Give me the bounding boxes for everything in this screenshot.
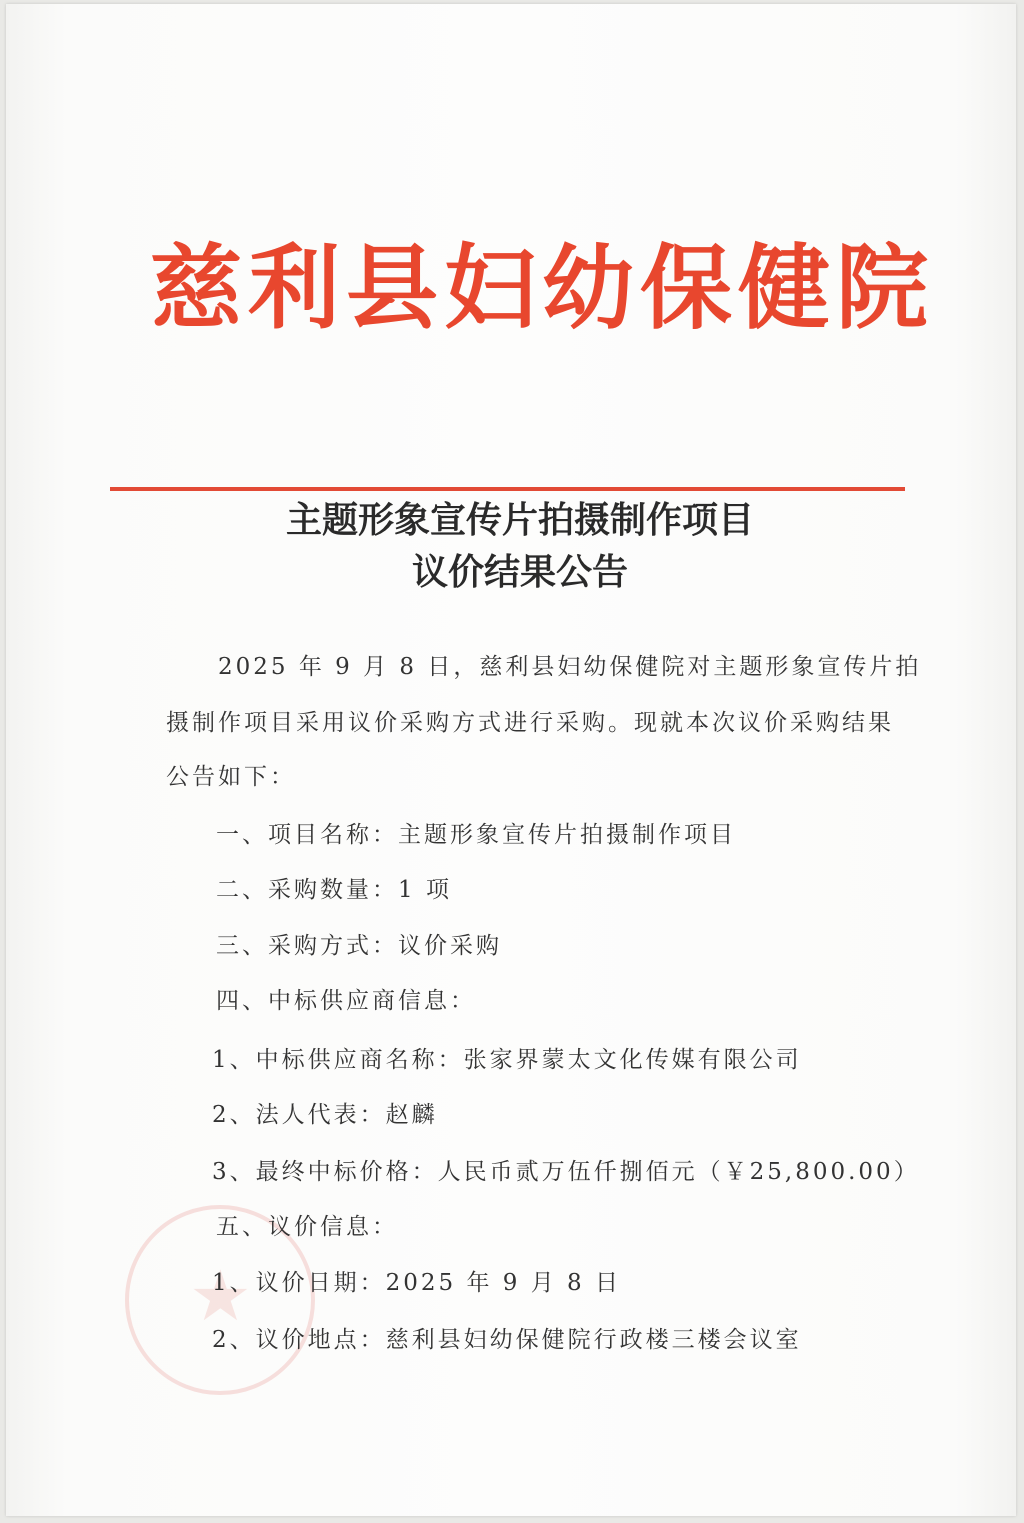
item-supplier-heading: 四、中标供应商信息：: [216, 988, 476, 1014]
item-project-name: 一、项目名称：主题形象宣传片拍摄制作项目: [216, 822, 736, 848]
seal-star-icon: ★: [189, 1255, 252, 1337]
item-quantity: 二、采购数量：1 项: [216, 877, 452, 903]
intro-line1: 2025 年 9 月 8 日，慈利县妇幼保健院对主题形象宣传片拍: [218, 654, 922, 680]
item-negotiation-heading: 五、议价信息：: [216, 1214, 398, 1240]
item-method: 三、采购方式：议价采购: [216, 933, 502, 959]
org-header: 慈利县妇幼保健院: [150, 234, 935, 342]
doc-title-line1: 主题形象宣传片拍摄制作项目: [285, 499, 754, 541]
item-negotiation-date: 1、议价日期：2025 年 9 月 8 日: [212, 1270, 621, 1296]
intro-line2: 摄制作项目采用议价采购方式进行采购。现就本次议价采购结果: [166, 710, 894, 736]
item-final-price: 3、最终中标价格：人民币贰万伍仟捌佰元（￥25,800.00）: [212, 1159, 920, 1185]
red-divider: [110, 487, 905, 491]
item-legal-rep: 2、法人代表：赵麟: [212, 1102, 438, 1128]
intro-line3: 公告如下：: [166, 764, 296, 790]
doc-title-line2: 议价结果公告: [411, 551, 628, 593]
item-supplier-name: 1、中标供应商名称：张家界蒙太文化传媒有限公司: [212, 1047, 802, 1073]
item-negotiation-location: 2、议价地点：慈利县妇幼保健院行政楼三楼会议室: [212, 1327, 802, 1353]
